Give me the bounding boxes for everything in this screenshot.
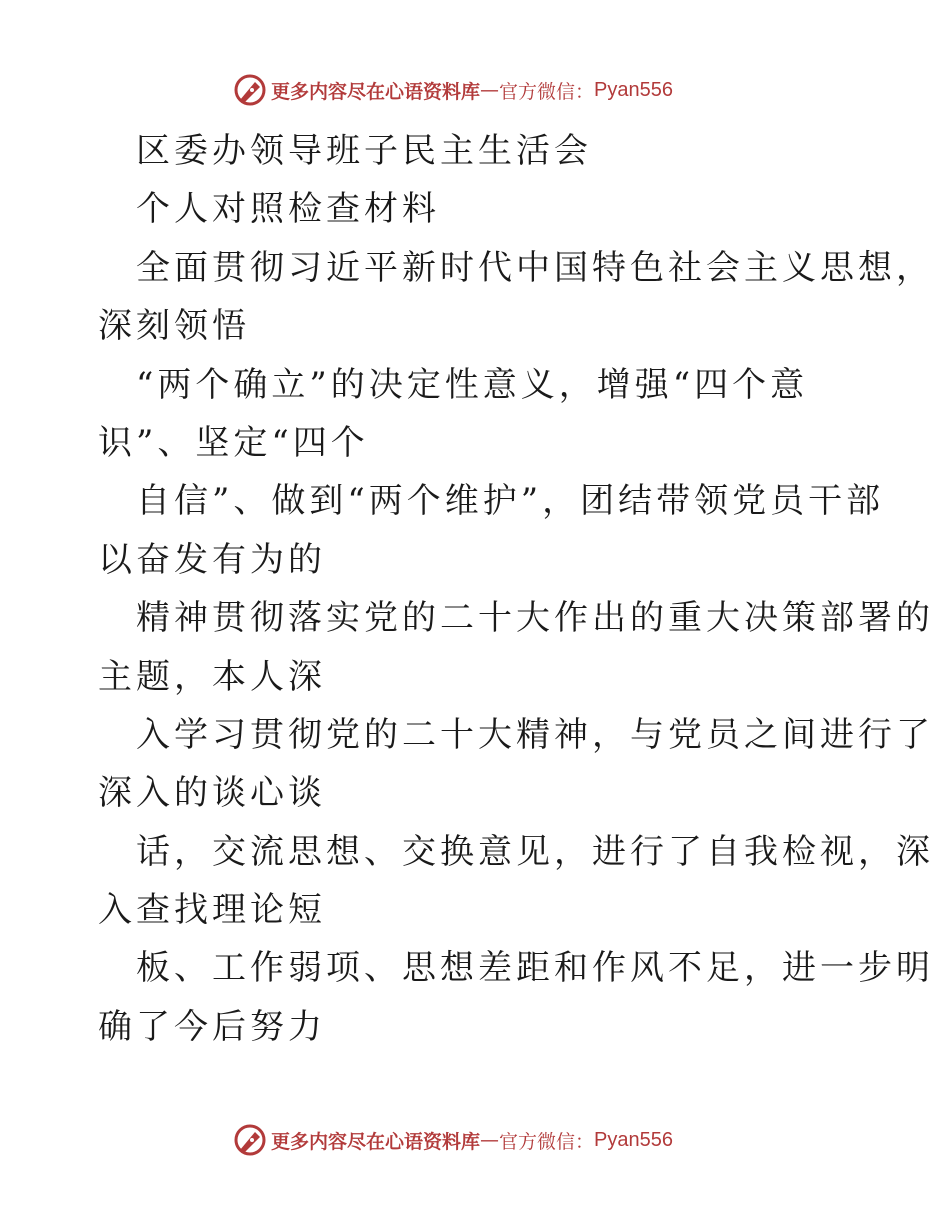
banner-text: 更多内容尽在心语资料库 (271, 80, 481, 103)
doc-line: 话，交流思想、交换意见，进行了自我检视，深 (136, 831, 934, 872)
pen-nib-logo-icon (233, 1123, 267, 1157)
pen-nib-logo-icon (233, 73, 267, 107)
doc-line: 精神贯彻落实党的二十大作出的重大决策部署的 (136, 598, 934, 639)
doc-line: “两个确立”的决定性意义，增强“四个意 (136, 364, 809, 405)
banner-separator: — (480, 79, 500, 101)
doc-line: 识”、坚定“四个 (98, 422, 369, 463)
doc-title: 区委办领导班子民主生活会 (136, 131, 592, 171)
document-body (98, 122, 934, 1056)
doc-line: 确了今后努力 (98, 1006, 326, 1047)
banner-text: 更多内容尽在心语资料库 (271, 1130, 481, 1153)
wechat-label: 官方微信： (499, 80, 595, 103)
doc-line: 自信”、做到“两个维护”，团结带领党员干部 (136, 481, 885, 522)
doc-line: 以奋发有为的 (98, 539, 326, 580)
doc-line: 主题，本人深 (98, 656, 326, 697)
doc-subtitle: 个人对照检查材料 (136, 189, 440, 230)
doc-line: 深刻领悟 (98, 306, 250, 347)
wechat-label: 官方微信： (499, 1130, 595, 1153)
doc-line: 深入的谈心谈 (98, 773, 326, 814)
doc-line: 入学习贯彻党的二十大精神，与党员之间进行了 (136, 714, 934, 755)
doc-line: 全面贯彻习近平新时代中国特色社会主义思想， (136, 247, 934, 288)
wechat-id: Pyan556 (594, 78, 673, 101)
doc-line: 入查找理论短 (98, 890, 326, 931)
wechat-id: Pyan556 (594, 1128, 673, 1151)
doc-line: 板、工作弱项、思想差距和作风不足，进一步明 (136, 948, 934, 989)
header-banner (233, 72, 673, 108)
banner-separator: — (480, 1129, 500, 1151)
footer-banner (233, 1122, 673, 1158)
